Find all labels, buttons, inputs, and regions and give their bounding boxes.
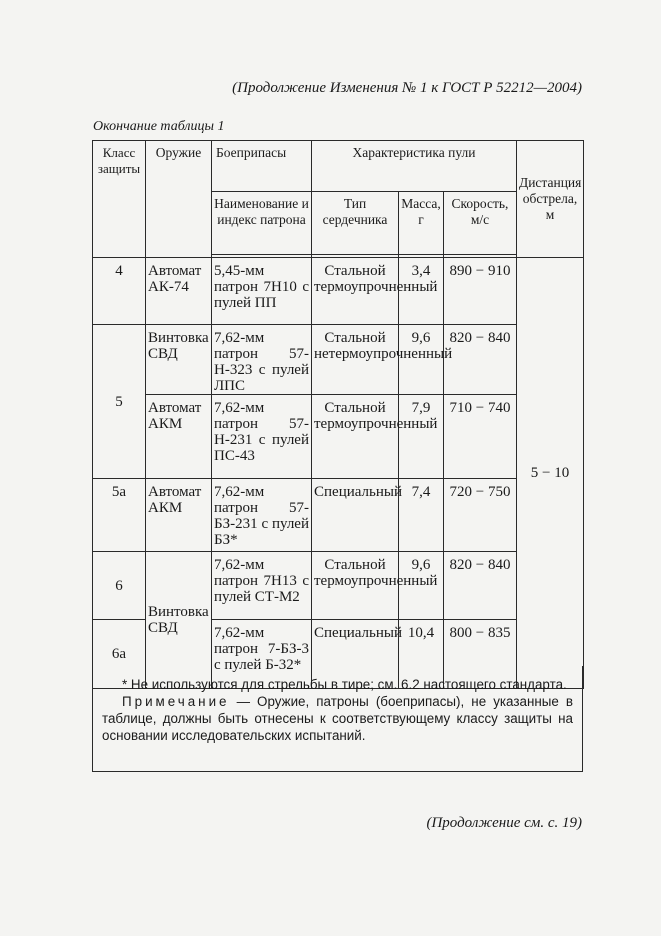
cell-speed: 800 − 835 [444,620,517,689]
cell-class: 5 [93,325,146,479]
header-bullet: Характеристика пули [312,141,517,192]
header-row-1 [93,141,584,192]
cell-cartridge: 7,62-мм патрон 57-Н-231 с пулей ПС-43 [212,395,312,479]
remark-text: — Оружие, патроны (боеприпасы), не указанные в таблице, должны быть отнесены к соответствующему классу защиты на основании исследовательских испытаний. [102,694,573,743]
cell-weapon: Автомат АКМ [146,479,212,552]
cell-weapon: Автомат АК-74 [146,258,212,325]
protection-class-table [92,140,584,689]
continuation-header: (Продолжение Изменения № 1 к ГОСТ Р 52212—2004) [232,80,582,96]
cell-cartridge: 7,62-мм патрон 57-Н-323 с пулей ЛПС [212,325,312,395]
table-row [93,395,584,479]
header-class: Класс защиты [93,141,146,258]
table-row [93,325,584,395]
cell-weapon: Винтовка СВД [146,325,212,395]
header-mass: Масса, г [399,192,444,255]
cell-mass: 7,9 [399,395,444,479]
cell-speed: 820 − 840 [444,552,517,620]
cell-mass: 7,4 [399,479,444,552]
cell-core: Специальный [312,479,399,552]
header-cartridge: Наименование и индекс патрона [212,192,312,255]
header-ammo: Боеприпасы [212,141,312,192]
cell-core: Стальной термоупрочненный [312,258,399,325]
cell-speed: 890 − 910 [444,258,517,325]
continuation-footer: (Продолжение см. с. 19) [426,815,582,831]
header-distance: Дистанция обстрела, м [517,141,584,258]
table-caption: Окончание таблицы 1 [93,119,225,134]
cell-weapon: Винтовка СВД [146,552,212,689]
cell-core: Специальный [312,620,399,689]
table-row [93,479,584,552]
cell-cartridge: 7,62-мм патрон 57-БЗ-231 с пулей БЗ* [212,479,312,552]
cell-mass: 9,6 [399,325,444,395]
cell-class: 5а [93,479,146,552]
remark [102,693,573,744]
table-row [93,258,584,325]
cell-core: Стальной нетермоупрочненный [312,325,399,395]
remark-label: Примечание [122,694,230,709]
cell-mass: 10,4 [399,620,444,689]
cell-distance: 5 − 10 [517,258,584,689]
footnote: * Не используются для стрельбы в тире; см. 6.2 настоящего стандарта. [122,677,567,692]
cell-cartridge: 7,62-мм патрон 7Н13 с пулей СТ-М2 [212,552,312,620]
cell-core: Стальной термоупрочненный [312,395,399,479]
cell-speed: 710 − 740 [444,395,517,479]
header-weapon: Оружие [146,141,212,258]
cell-mass: 9,6 [399,552,444,620]
table-notes [92,666,583,772]
header-speed: Скорость, м/с [444,192,517,255]
table-row [93,552,584,620]
cell-cartridge: 7,62-мм патрон 7-БЗ-3 с пулей Б-32* [212,620,312,689]
cell-class: 4 [93,258,146,325]
header-core: Тип сердечника [312,192,399,255]
cell-class: 6а [93,620,146,689]
cell-mass: 3,4 [399,258,444,325]
cell-cartridge: 5,45-мм патрон 7Н10 с пулей ПП [212,258,312,325]
cell-class: 6 [93,552,146,620]
cell-weapon: Автомат АКМ [146,395,212,479]
cell-core: Стальной термоупрочненный [312,552,399,620]
cell-speed: 720 − 750 [444,479,517,552]
cell-speed: 820 − 840 [444,325,517,395]
